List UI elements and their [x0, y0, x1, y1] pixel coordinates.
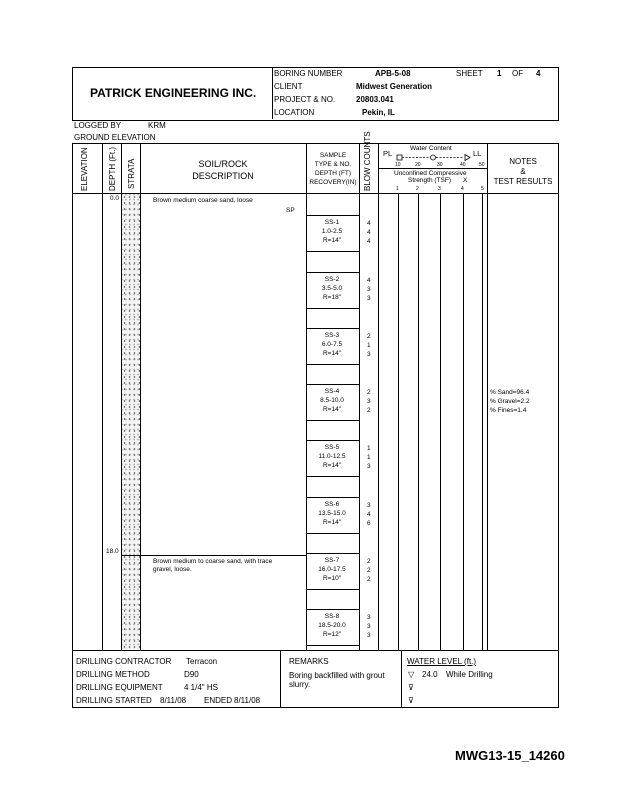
sample-id: SS-1: [324, 219, 340, 226]
sample-recovery: R=10": [322, 575, 342, 582]
blow-count: 1: [367, 454, 371, 461]
col-sample-1: SAMPLE: [319, 152, 347, 159]
water-tick: 50: [479, 162, 485, 168]
blow-count: 3: [367, 623, 371, 630]
plot-grid: [418, 193, 419, 650]
location-label: LOCATION: [274, 108, 315, 117]
test-result: % Fines=1.4: [490, 407, 527, 414]
ended-date: 8/11/08: [234, 696, 261, 705]
contractor: Terracon: [186, 657, 218, 666]
col-ucs-x: X: [463, 177, 468, 184]
client-label: CLIENT: [274, 82, 303, 91]
sample-depth: 6.0-7.5: [321, 341, 343, 348]
blow-count: 6: [367, 520, 371, 527]
depth-label: 18.0: [106, 548, 119, 555]
col-ll: LL: [473, 149, 482, 158]
blow-count: 2: [367, 333, 371, 340]
blow-count: 4: [367, 229, 371, 236]
plot-grid: [398, 193, 399, 650]
col-water-content: Water Content: [410, 145, 452, 152]
plot-grid: [482, 193, 483, 650]
sample-id: SS-2: [324, 276, 340, 283]
started-date: 8/11/08: [160, 696, 187, 705]
sample-id: SS-5: [324, 444, 340, 451]
col-desc-1: SOIL/ROCK: [198, 159, 248, 169]
water-tick: 30: [437, 162, 443, 168]
sample-recovery: R=14": [322, 350, 342, 357]
water-level-value: 24.0: [422, 670, 438, 679]
water-tick: 10: [395, 162, 401, 168]
plot-grid: [463, 193, 464, 650]
blow-count: 3: [367, 398, 371, 405]
column-header-bottom: [72, 193, 558, 194]
col-div-blow: [378, 143, 379, 650]
document-id: MWG13-15_14260: [455, 748, 565, 763]
sample-id: SS-3: [324, 332, 340, 339]
blow-count: 1: [367, 342, 371, 349]
contractor-label: DRILLING CONTRACTOR: [76, 657, 172, 666]
logged-by-label: LOGGED BY: [74, 121, 122, 130]
col-ucs-1: Unconfined Compressive: [394, 170, 467, 177]
header-divider: [272, 67, 273, 119]
water-level-note: While Drilling: [446, 670, 493, 679]
strata-pattern: [121, 194, 141, 649]
blow-count: 4: [367, 277, 371, 284]
boring-number: APB-5-08: [375, 69, 411, 78]
blow-count: 2: [367, 567, 371, 574]
layer-description: Brown medium coarse sand, loose: [153, 197, 253, 204]
sample-depth: 1.0-2.5: [321, 228, 343, 235]
col-sample-3: DEPTH (FT): [314, 170, 352, 177]
col-notes-1: NOTES: [509, 157, 537, 166]
col-notes-3: TEST RESULTS: [493, 177, 553, 186]
col-div-sample: [359, 143, 360, 650]
blow-count: 4: [367, 220, 371, 227]
water-level-icon: ⊽: [408, 696, 414, 705]
sample-depth: 11.0-12.5: [318, 453, 346, 460]
sheet-number: 1: [497, 69, 502, 78]
sample-depth: 18.5-20.0: [318, 622, 346, 629]
blow-count: 3: [367, 351, 371, 358]
remarks-label: REMARKS: [289, 657, 329, 666]
method-label: DRILLING METHOD: [76, 670, 150, 679]
ended-label: ENDED: [204, 696, 233, 705]
location: Pekin, IL: [362, 108, 395, 117]
test-result: % Sand=96.4: [490, 389, 530, 396]
ucs-tick: 5: [481, 186, 484, 192]
sample-depth: 3.5-5.0: [321, 285, 343, 292]
col-desc-2: DESCRIPTION: [192, 171, 254, 181]
ucs-tick: 2: [416, 186, 419, 192]
layer-description: gravel, loose.: [153, 566, 192, 573]
sheet-of: OF: [512, 69, 524, 78]
water-tick: 40: [460, 162, 466, 168]
plot-grid: [440, 193, 441, 650]
col-div-plot: [487, 143, 488, 650]
depth-label: 0.0: [110, 195, 120, 202]
water-level-icon: ▽: [408, 670, 415, 679]
plot-header-divider: [379, 168, 487, 169]
ucs-tick: 3: [438, 186, 441, 192]
sample-id: SS-4: [324, 388, 340, 395]
layer-description: Brown medium to coarse sand, with trace: [153, 558, 273, 565]
client: Midwest Generation: [356, 82, 433, 91]
sample-recovery: R=14": [322, 237, 342, 244]
col-blow-counts: BLOW COUNTS: [363, 131, 372, 191]
remarks: slurry.: [289, 680, 311, 689]
blow-count: 2: [367, 407, 371, 414]
blow-count: 3: [367, 295, 371, 302]
blow-count: 2: [367, 558, 371, 565]
col-pl: PL: [383, 149, 393, 158]
sample-id: SS-8: [324, 613, 340, 620]
sample-recovery: R=12": [322, 631, 342, 638]
blow-count: 4: [367, 238, 371, 245]
remarks: Boring backfilled with grout: [289, 671, 385, 680]
blow-count: 3: [367, 463, 371, 470]
sheet-label: SHEET: [456, 69, 483, 78]
col-sample-4: RECOVERY(IN): [309, 179, 357, 186]
water-level-label: WATER LEVEL (ft.): [407, 657, 477, 666]
project-number: 20803.041: [356, 95, 394, 104]
layer-uscs: SP: [286, 207, 295, 214]
blow-count: 4: [367, 511, 371, 518]
water-tick: 20: [415, 162, 421, 168]
project-label: PROJECT & NO.: [274, 95, 336, 104]
ground-elevation-label: GROUND ELEVATION: [74, 133, 156, 142]
test-result: % Gravel=2.2: [490, 398, 530, 405]
col-depth: DEPTH (Ft.): [108, 147, 117, 191]
col-strata: STRATA: [127, 158, 136, 189]
sample-id: SS-6: [324, 501, 340, 508]
ucs-tick: 1: [396, 186, 399, 192]
col-notes-2: &: [520, 167, 526, 176]
ucs-tick: 4: [461, 186, 464, 192]
blow-count: 2: [367, 389, 371, 396]
sample-recovery: R=18": [322, 294, 342, 301]
sample-recovery: R=14": [322, 519, 342, 526]
equipment: 4 1/4" HS: [184, 683, 218, 692]
blow-count: 3: [367, 502, 371, 509]
method: D90: [184, 670, 199, 679]
sample-id: SS-7: [324, 557, 340, 564]
col-elevation: ELEVATION: [80, 147, 89, 191]
sample-recovery: R=14": [322, 462, 342, 469]
blow-count: 3: [367, 632, 371, 639]
logged-by: KRM: [148, 121, 166, 130]
sheet-total: 4: [536, 69, 541, 78]
sample-depth: 8.5-10.0: [320, 397, 344, 404]
col-sample-2: TYPE & NO.: [314, 161, 352, 168]
started-label: DRILLING STARTED: [76, 696, 152, 705]
blow-count: 3: [367, 286, 371, 293]
sample-depth: 13.5-15.0: [318, 510, 346, 517]
equipment-label: DRILLING EQUIPMENT: [76, 683, 163, 692]
water-level-icon: ⊽: [408, 683, 414, 692]
blow-count: 2: [367, 576, 371, 583]
col-ucs-2: Strength (TSF): [408, 177, 451, 184]
blow-count: 1: [367, 445, 371, 452]
boring-number-label: BORING NUMBER: [274, 69, 343, 78]
sample-recovery: R=14": [322, 406, 342, 413]
company-name: PATRICK ENGINEERING INC.: [90, 86, 257, 100]
sample-depth: 16.0-17.5: [318, 566, 346, 573]
col-div-elev: [102, 143, 103, 650]
blow-count: 3: [367, 614, 371, 621]
